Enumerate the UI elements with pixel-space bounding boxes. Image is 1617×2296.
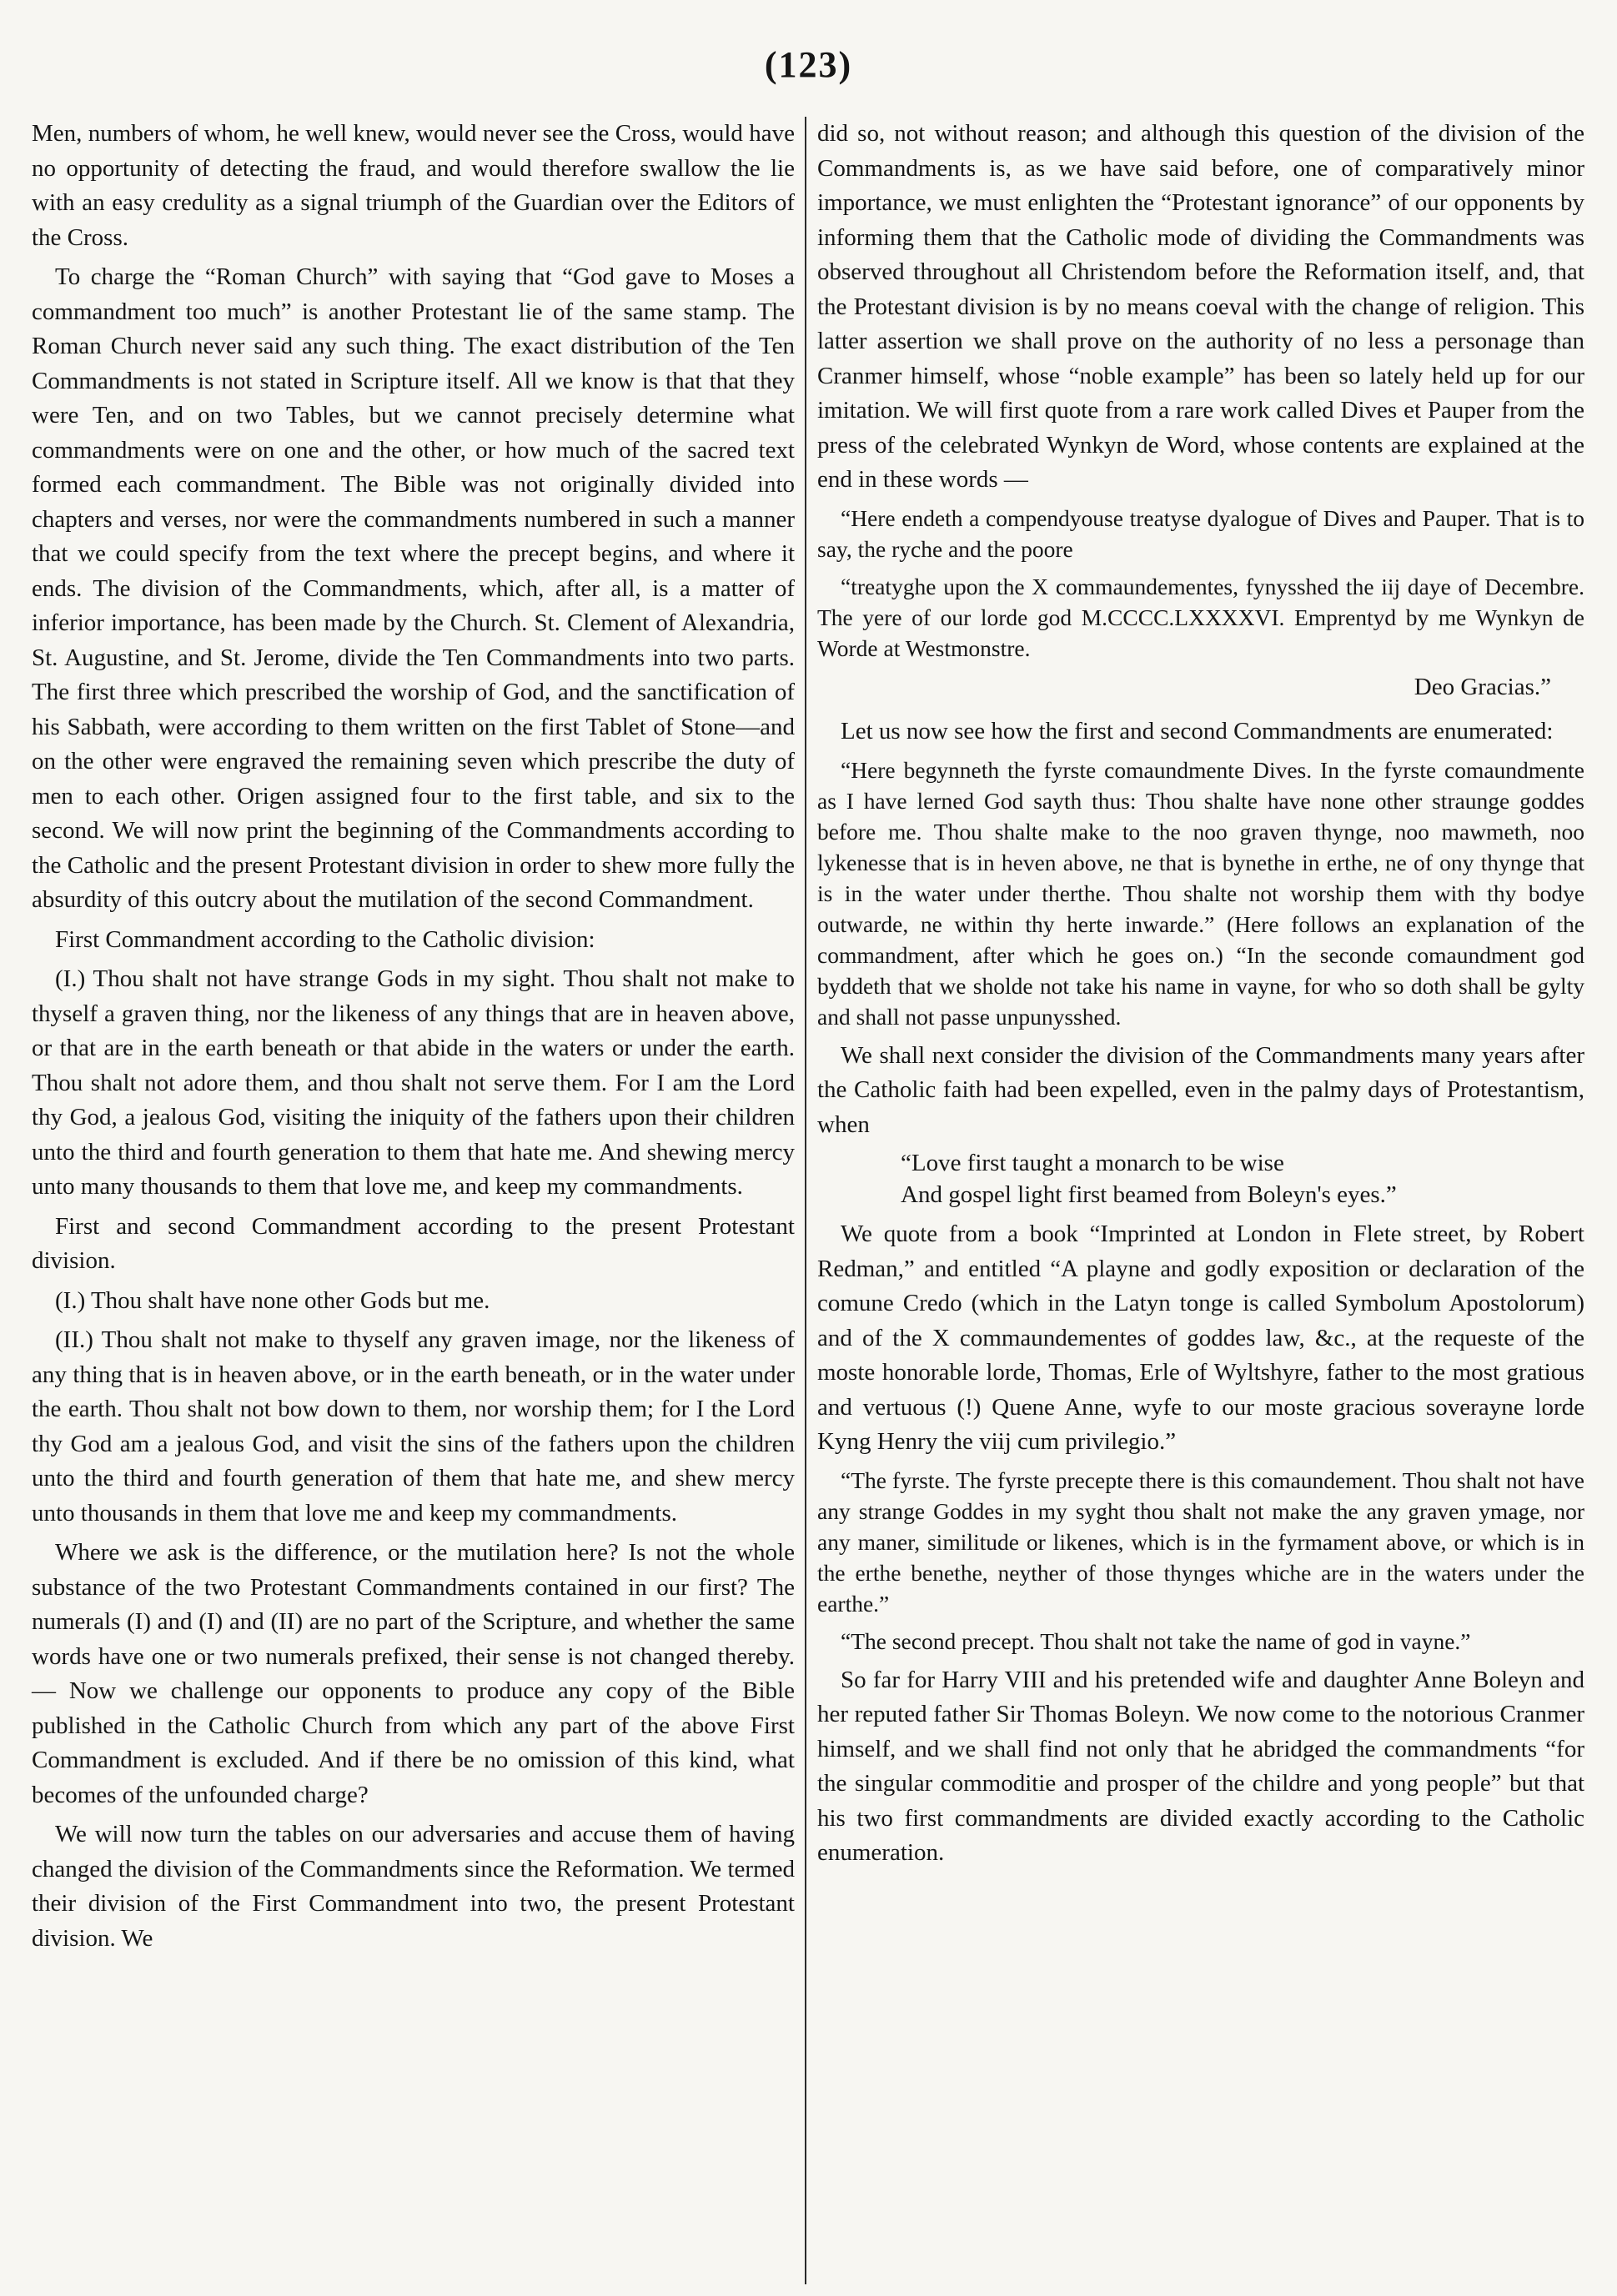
quotation-signoff: Deo Gracias.” [1414, 673, 1551, 700]
verse-quote [817, 1147, 1584, 1211]
paragraph: did so, not without reason; and although this question of the division of the Commandments is, as we have said before, one of comparatively minor importance, we must enlighten the “Protestant ignorance” of our opponents by informing them that the Catholic mode of dividing the Commandments was observed throughout all Christendom before the Reformation itself, and, that the Protestant division is by no means coeval with the change of religion. This latter assertion we shall prove on the authority of no less a personage than Cranmer himself, whose “noble example” has been so lately held up for our imitation. We will first quote from a rare work called Dives et Pauper from the press of the celebrated Wynkyn de Word, whose contents are explained at the end in these words — [817, 120, 1584, 493]
paragraph: First Commandment according to the Catholic division: [55, 925, 595, 953]
page-number: (123) [764, 44, 853, 85]
paragraph: (I.) Thou shalt not have strange Gods in my sight. Thou shalt not make to thyself a graven thing, nor the likeness of any things that are in heaven above, or that are in the earth beneath or that abide in the waters or under the earth. Thou shalt not adore them, and thou shalt not serve them. For I am the Lord thy God, a jealous God, visiting the iniquity of the fathers upon their children unto the third and fourth generation to them that hate me. And shewing mercy unto many thousands to them that love me, and keep my commandments. [32, 965, 795, 1200]
paragraph: We shall next consider the division of the Commandments many years after the Catholic faith had been expelled, even in the palmy days of Protestantism, when [817, 1041, 1584, 1138]
quotation: “treatyghe upon the X commaundementes, fynysshed the iij daye of Decembre. The yere of our lorde god M.CCCC.LXXXXVI. Emprentyd by me Wynkyn de Worde at Westmonstre. [817, 573, 1584, 661]
paragraph: (II.) Thou shalt not make to thyself any graven image, nor the likeness of any thing that is in heaven above, or in the earth beneath, or in the water under the earth. Thou shalt not bow down to them, nor worship them; for I the Lord thy God am a jealous God, and visit the sins of the fathers upon the children unto the third and fourth generation of them that hate me, and shew mercy unto thousands in them that love me and keep my commandments. [32, 1326, 795, 1526]
column-divider [805, 117, 806, 2284]
verse-line: And gospel light first beamed from Boleyn's eyes.” [901, 1181, 1397, 1208]
paragraph: (I.) Thou shalt have none other Gods but me. [55, 1286, 490, 1314]
right-column [817, 117, 1584, 1876]
paragraph: Let us now see how the first and second Commandments are enumerated: [841, 718, 1554, 744]
quotation: “Here begynneth the fyrste comaundmente Dives. In the fyrste comaundmente as I have lerned God sayth thus: Thou shalte have none other straunge goddes before me. Thou shalte make to the noo graven thynge, noo mawmeth, noo lykenesse that is in heven above, ne that is bynethe in erthe, ne of ony thynge that is in the water under therthe. Thou shalte not worship them with thy bodye outwarde, ne within thy herte inwarde.” (Here follows an explanation of the commandment, after which he goes on.) “In the seconde comaundment god byddeth that we sholde not take his name in vayne, for who so doth shall be gylty and shall not passe unpunysshed. [817, 756, 1584, 1030]
left-column [32, 117, 795, 1961]
paragraph: Men, numbers of whom, he well knew, would never see the Cross, would have no opportunity of detecting the fraud, and would therefore swallow the lie with an easy credulity as a signal triumph of the Guardian over the Editors of the Cross. [32, 120, 795, 251]
quotation: “The fyrste. The fyrste precepte there is this comaundement. Thou shalt not have any strange Goddes in my syght thou shalt not make the any graven ymage, nor any maner, similitude or likenes, which is in the fyrmament above, or which is in the erthe benethe, neyther of those thynges whiche are in the waters under the earthe.” [817, 1466, 1584, 1617]
paragraph: Where we ask is the difference, or the mutilation here? Is not the whole substance of the two Protestant Commandments contained in our first? The numerals (I) and (I) and (II) are no part of the Scripture, and whether the same words have one or two numerals prefixed, their sense is not changed thereby.— Now we challenge our opponents to produce any copy of the Bible published in the Catholic Church from which any part of the above First Commandment is excluded. And if there be no omission of this kind, what becomes of the unfounded charge? [32, 1539, 795, 1808]
paragraph: To charge the “Roman Church” with saying that “God gave to Moses a commandment too much” is another Protestant lie of the same stamp. The Roman Church never said any such thing. The exact distribution of the Ten Commandments is not stated in Scripture itself. All we know is that that they were Ten, and on two Tables, but we cannot precisely determine what commandments were on one and the other, or how much of the sacred text formed each commandment. The Bible was not originally divided into chapters and verses, nor were the commandments numbered in such a manner that we could specify from the text where the precept begins, and where it ends. The division of the Commandments, which, after all, is a matter of inferior importance, has been made by the Church. St. Clement of Alexandria, St. Augustine, and St. Jerome, divide the Ten Commandments into two parts. The first three which prescribed the worship of God, and the sanctification of his Sabbath, were according to them written on the first Tablet of Stone—and on the other were engraved the remaining seven which prescribe the duty of men to each other. Origen assigned four to the first table, and six to the second. We will now print the beginning of the Commandments according to the Catholic and the present Protestant division in order to shew more fully the absurdity of this outcry about the mutilation of the second Commandment. [32, 263, 795, 913]
paragraph: So far for Harry VIII and his pretended wife and daughter Anne Boleyn and her reputed father Sir Thomas Boleyn. We now come to the notorious Cranmer himself, and we shall find not only that he abridged the commandments “for the singular commoditie and prosper of the childre and yong people” but that his two first commandments are divided exactly according to the Catholic enumeration. [817, 1666, 1584, 1866]
quotation: “The second precept. Thou shalt not take the name of god in vayne.” [841, 1627, 1471, 1654]
paragraph: We quote from a book “Imprinted at London in Flete street, by Robert Redman,” and entitled “A playne and godly exposition or declaration of the comune Credo (which in the Latyn tonge is called Symbolum Apostolorum) and of the X commaundementes of goddes law, &c., at the requeste of the moste honorable lorde, Thomas, Erle of Wyltshyre, father to the most gratious and vertuous (!) Quene Anne, wyfe to our moste gracious soverayne lorde Kyng Henry the viij cum privilegio.” [817, 1221, 1584, 1455]
paragraph: First and second Commandment according to the present Protestant division. [32, 1212, 795, 1274]
verse-line: “Love first taught a monarch to be wise [901, 1150, 1284, 1176]
quotation: “Here endeth a compendyouse treatyse dyalogue of Dives and Pauper. That is to say, the ryche and the poore [817, 504, 1584, 562]
paragraph: We will now turn the tables on our adversaries and accuse them of having changed the division of the Commandments since the Reformation. We termed their division of the First Commandment into two, the present Protestant division. We [32, 1821, 795, 1952]
